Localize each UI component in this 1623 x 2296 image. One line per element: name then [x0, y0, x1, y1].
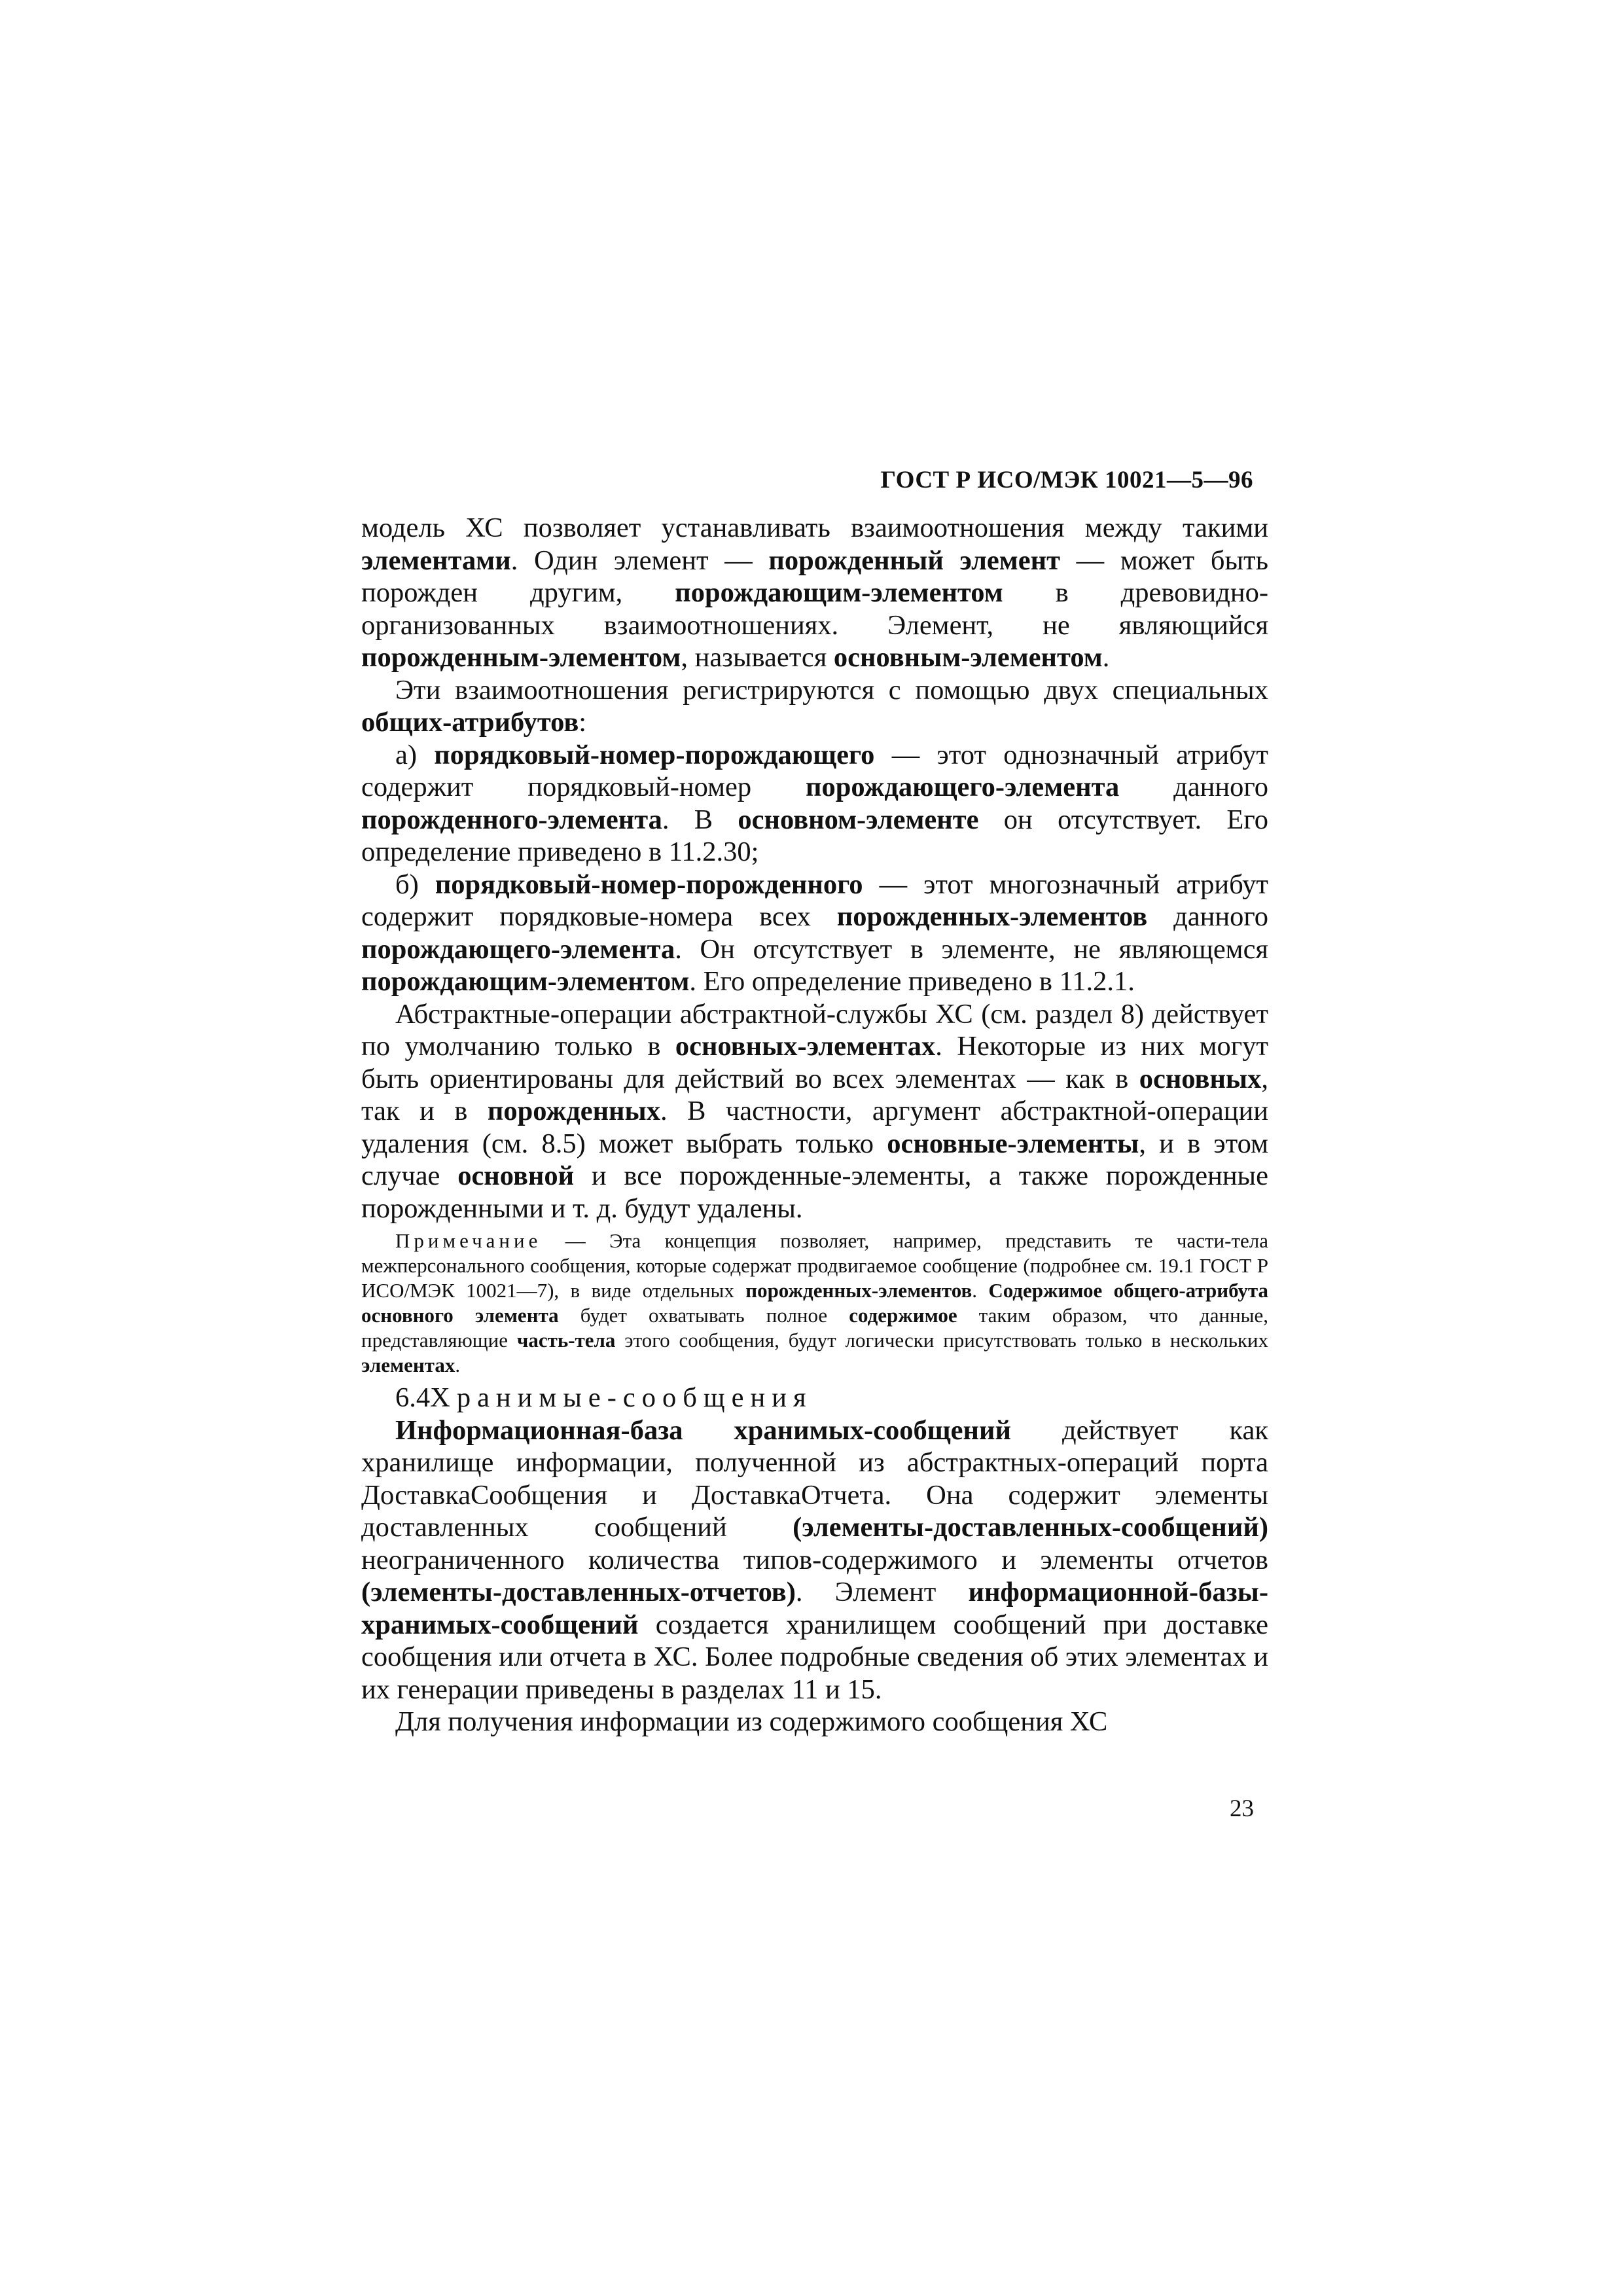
text-run: . Его определение приведено в 11.2.1.: [689, 966, 1135, 997]
term: порожденный элемент: [768, 545, 1060, 576]
term: элементами: [361, 545, 511, 576]
text-run: б): [395, 869, 435, 900]
term: (элементы-доставленных-сообщений): [793, 1512, 1268, 1543]
term: порождающего-элемента: [361, 933, 675, 965]
term: порожденных-элементов: [745, 1279, 972, 1302]
text-run: , называется: [681, 642, 834, 673]
text-run: .: [1102, 642, 1110, 673]
term: часть-тела: [516, 1329, 616, 1352]
text-run: Абстрактные-операции абстрактной-службы ХС (см. раздел 8) действует по умолчанию только в: [361, 998, 1268, 1062]
text-run: а): [395, 739, 435, 770]
text-run: — Эта концепция позволяет, например, представить те части-тела межперсонального сообщения, которые содержат продвигаемое сообщение (подробнее см. 19.1 ГОСТ Р ИСО/МЭК 10021—7), в виде отдельных: [361, 1229, 1268, 1302]
paragraph-3: [361, 998, 1268, 1225]
term: порожденным-элементом: [361, 642, 681, 673]
term: основной: [457, 1160, 575, 1191]
term: порядковый-номер-порождающего: [434, 739, 875, 770]
text-run: таким образом, что данные, представляющие: [361, 1304, 1268, 1352]
term: порождающим-элементом: [675, 577, 1003, 608]
term: Содержимое общего-атрибута основного элемента: [361, 1279, 1269, 1327]
text-run: он отсутствует. Его определение приведено в 11.2.30;: [361, 804, 1268, 867]
term: элементах: [361, 1354, 455, 1376]
paragraph-2: [361, 674, 1268, 739]
term: порожденных-элементов: [836, 901, 1148, 932]
term: общих-атрибутов: [361, 707, 579, 738]
paragraph-1: [361, 512, 1268, 674]
text-run: модель ХС позволяет устанавливать взаимоотношения между такими: [361, 512, 1268, 543]
text-run: неограниченного количества типов-содержимого и элементы отчетов: [361, 1544, 1268, 1575]
section-heading: [395, 1382, 1268, 1414]
paragraph-5: [361, 1706, 1268, 1738]
text-run: Для получения информации из содержимого сообщения ХС: [395, 1706, 1108, 1737]
term: основных: [1139, 1063, 1262, 1094]
term: порожденных: [487, 1096, 660, 1126]
text-run: . Некоторые из них могут быть ориентированы для действий во всех элементах — как в: [361, 1031, 1268, 1094]
term: информационной-базы-хранимых-сообщений: [361, 1577, 1268, 1640]
text-run: . В частности, аргумент абстрактной-операции удаления (см. 8.5) может выбрать только: [361, 1096, 1268, 1159]
text-run: , так и в: [361, 1063, 1268, 1126]
text-run: , и в этом случае: [361, 1128, 1268, 1191]
text-run: создается хранилищем сообщений при доставке сообщения или отчета в ХС. Более подробные сведения об этих элементах и их генерации приведены в разделах 11 и 15.: [361, 1609, 1268, 1705]
text-run: — может быть порожден другим,: [361, 545, 1268, 608]
text-run: .: [972, 1279, 989, 1302]
text-run: действует как хранилище информации, полученной из абстрактных-операций порта ДоставкаСообщения и ДоставкаОтчета. Она содержит элементы доставленных сообщений: [361, 1414, 1268, 1543]
note-label: Примечание: [395, 1229, 542, 1252]
term: Информационная-база хранимых-сообщений: [395, 1414, 1012, 1446]
term: порождающим-элементом: [361, 966, 690, 997]
list-item-a: [361, 739, 1268, 869]
text-run: — этот однозначный атрибут содержит порядковый-номер: [361, 739, 1268, 802]
paragraph-4: [361, 1414, 1268, 1706]
term: основные-элементы: [887, 1128, 1139, 1159]
note: [361, 1229, 1268, 1378]
text-run: в древовидно-организованных взаимоотношениях. Элемент, не являющийся: [361, 577, 1268, 641]
list-item-b: [361, 869, 1268, 998]
text-run: данного: [1147, 901, 1268, 932]
text-run: и все порожденные-элементы, а также порожденные порожденными и т. д. будут удалены.: [361, 1160, 1268, 1224]
text-run: . Один элемент —: [510, 545, 769, 576]
section-title: Хранимые-сообщения: [430, 1382, 813, 1413]
term: порядковый-номер-порожденного: [435, 869, 863, 900]
text-run: . Он отсутствует в элементе, не являющемся: [675, 933, 1268, 965]
text-run: будет охватывать полное: [558, 1304, 849, 1327]
running-header: ГОСТ Р ИСО/МЭК 10021—5—96: [880, 467, 1253, 493]
term: (элементы-доставленных-отчетов): [361, 1577, 796, 1607]
term: порожденного-элемента: [361, 804, 662, 835]
text-run: :: [579, 707, 587, 738]
term: порождающего-элемента: [805, 772, 1120, 802]
text-run: данного: [1119, 772, 1268, 802]
term: основном-элементе: [738, 804, 979, 835]
body-text: [361, 512, 1268, 1738]
text-run: этого сообщения, будут логически присутствовать только в нескольких: [615, 1329, 1268, 1352]
text-run: .: [455, 1354, 461, 1376]
text-run: . В: [662, 804, 738, 835]
text-run: . Элемент: [795, 1577, 969, 1607]
page-number: 23: [1230, 1795, 1254, 1822]
text-run: — этот многозначный атрибут содержит порядковые-номера всех: [361, 869, 1268, 932]
text-run: Эти взаимоотношения регистрируются с помощью двух специальных: [395, 674, 1268, 706]
section-number: 6.4: [395, 1382, 431, 1413]
term: основным-элементом: [833, 642, 1103, 673]
term: основных-элементах: [675, 1031, 936, 1062]
term: содержимое: [849, 1304, 957, 1327]
